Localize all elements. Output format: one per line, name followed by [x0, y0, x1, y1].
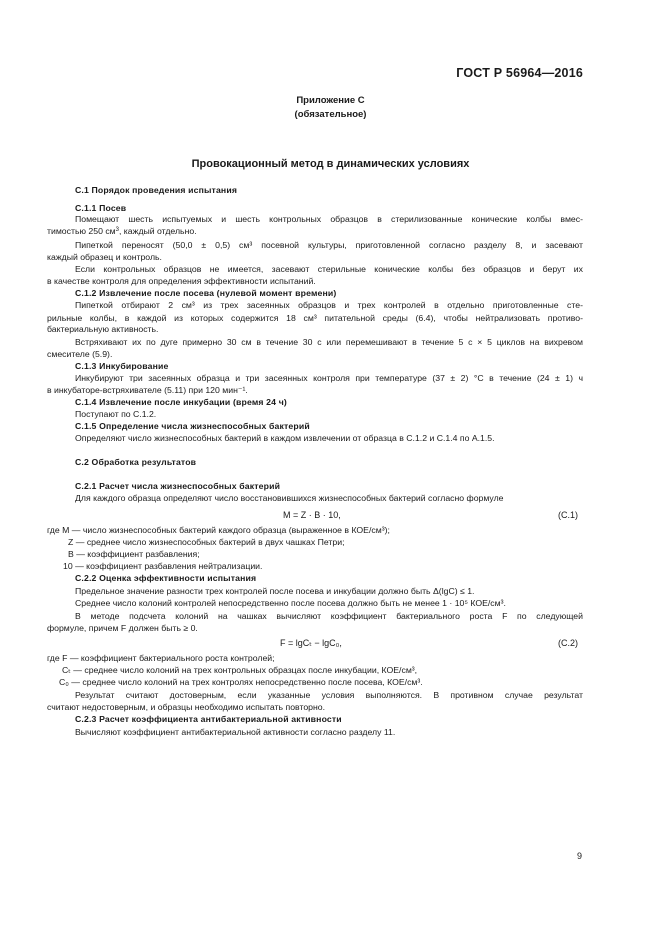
where-line: Z — среднее число жизнеспособных бактерий в двух чашках Петри; [68, 537, 345, 547]
para-line: В методе подсчета колоний на чашках вычисляют коэффициент бактериального роста F по следующей [75, 611, 583, 621]
where-line: B — коэффициент разбавления; [68, 549, 200, 559]
para-line: Встряхивают их по дуге примерно 30 см в течение 30 с или перемешивают в течение 5 с × 5 циклов на вихревом [75, 337, 583, 347]
para-line: рильные колбы, в каждой из которых содержится 18 см³ питательной среды (6.4), чтобы нейтрализовать противо- [47, 313, 583, 323]
para-line: Для каждого образца определяют число восстановившихся жизнеспособных бактерий согласно формуле [75, 493, 504, 503]
para-line: Результат считают достоверным, если указанные условия выполняются. В противном случае результат [75, 690, 583, 700]
para-line: Вычисляют коэффициент антибактериальной активности согласно разделу 11. [75, 727, 396, 737]
page-number: 9 [577, 851, 583, 861]
para-line: считают недостоверным, и образцы необходимо испытать повторно. [47, 702, 326, 712]
heading-c11: С.1.1 Посев [75, 203, 127, 213]
formula-number: (С.1) [558, 510, 578, 520]
para-line: Среднее число колоний контролей непосредственно после посева должно быть не менее 1 · 10⁵ КОЕ/см³. [75, 598, 506, 608]
para-line: в качестве контроля для определения эффективности испытаний. [47, 276, 316, 286]
para-line: бактериальную активность. [47, 324, 159, 334]
where-line: C₀ — среднее число колоний на трех контролях непосредственно после посева, КОЕ/см³. [59, 677, 423, 687]
para-line: Пипеткой переносят (50,0 ± 0,5) см³ посевной культуры, приготовленной согласно разделу 8, и засевают [75, 240, 583, 250]
heading-c22: С.2.2 Оценка эффективности испытания [75, 573, 257, 583]
para-line: Предельное значение разности трех контролей после посева и инкубации должно быть Δ(lgC) ≤ 1. [75, 586, 475, 596]
para-line: Пипеткой отбирают 2 см³ из трех засеянных образцов и трех контролей в отдельно приготовленные сте- [75, 300, 583, 310]
para-line: Если контрольных образцов не имеется, засевают стерильные конические колбы без образцов и берут их [75, 264, 583, 274]
appendix-label: Приложение С [296, 95, 365, 106]
where-line: где F — коэффициент бактериального роста контролей; [47, 653, 275, 663]
heading-c2: С.2 Обработка результатов [75, 457, 197, 467]
heading-c15: С.1.5 Определение числа жизнеспособных бактерий [75, 421, 310, 431]
formula-number: (С.2) [558, 638, 578, 648]
section-title: Провокационный метод в динамических условиях [191, 158, 470, 170]
appendix-status: (обязательное) [294, 109, 367, 120]
heading-c23: С.2.3 Расчет коэффициента антибактериальной активности [75, 714, 342, 724]
para-line: формуле, причем F должен быть ≥ 0. [47, 623, 198, 633]
heading-c1: С.1 Порядок проведения испытания [75, 185, 238, 195]
formula-c2: F = lgCₜ − lgC₀, [280, 638, 342, 648]
where-line: Cₜ — среднее число колоний на трех контрольных образцах после инкубации, КОЕ/см³, [62, 665, 418, 675]
para-line: в инкубаторе-встряхивателе (5.11) при 120 мин⁻¹. [47, 385, 248, 395]
para-line: Помещают шесть испытуемых и шесть контрольных образцов в стерилизованные конические колбы вмес- [75, 214, 583, 224]
document-code: ГОСТ Р 56964—2016 [456, 66, 583, 80]
para-line: Поступают по С.1.2. [75, 409, 157, 419]
heading-c13: С.1.3 Инкубирование [75, 361, 169, 371]
heading-c14: С.1.4 Извлечение после инкубации (время 24 ч) [75, 397, 287, 407]
formula-c1: M = Z · B · 10, [283, 510, 341, 520]
where-line: где M — число жизнеспособных бактерий каждого образца (выраженное в КОЕ/см³); [47, 525, 390, 535]
heading-c12: С.1.2 Извлечение после посева (нулевой момент времени) [75, 288, 337, 298]
para-line: Определяют число жизнеспособных бактерий в каждом извлечении от образца в С.1.2 и С.1.4 по А.1.5. [75, 433, 495, 443]
para-line: тимостью 250 $см^3$, каждый отдельно. [47, 226, 197, 236]
para-line: смесителе (5.9). [47, 349, 113, 359]
where-line: 10 — коэффициент разбавления нейтрализации. [63, 561, 263, 571]
para-line: каждый образец и контроль. [47, 252, 162, 262]
para-line: Инкубируют три засеянных образца и три засеянных контроля при температуре (37 ± 2) °С в течение (24 ± 1) ч [75, 373, 583, 383]
heading-c21: С.2.1 Расчет числа жизнеспособных бактерий [75, 481, 281, 491]
